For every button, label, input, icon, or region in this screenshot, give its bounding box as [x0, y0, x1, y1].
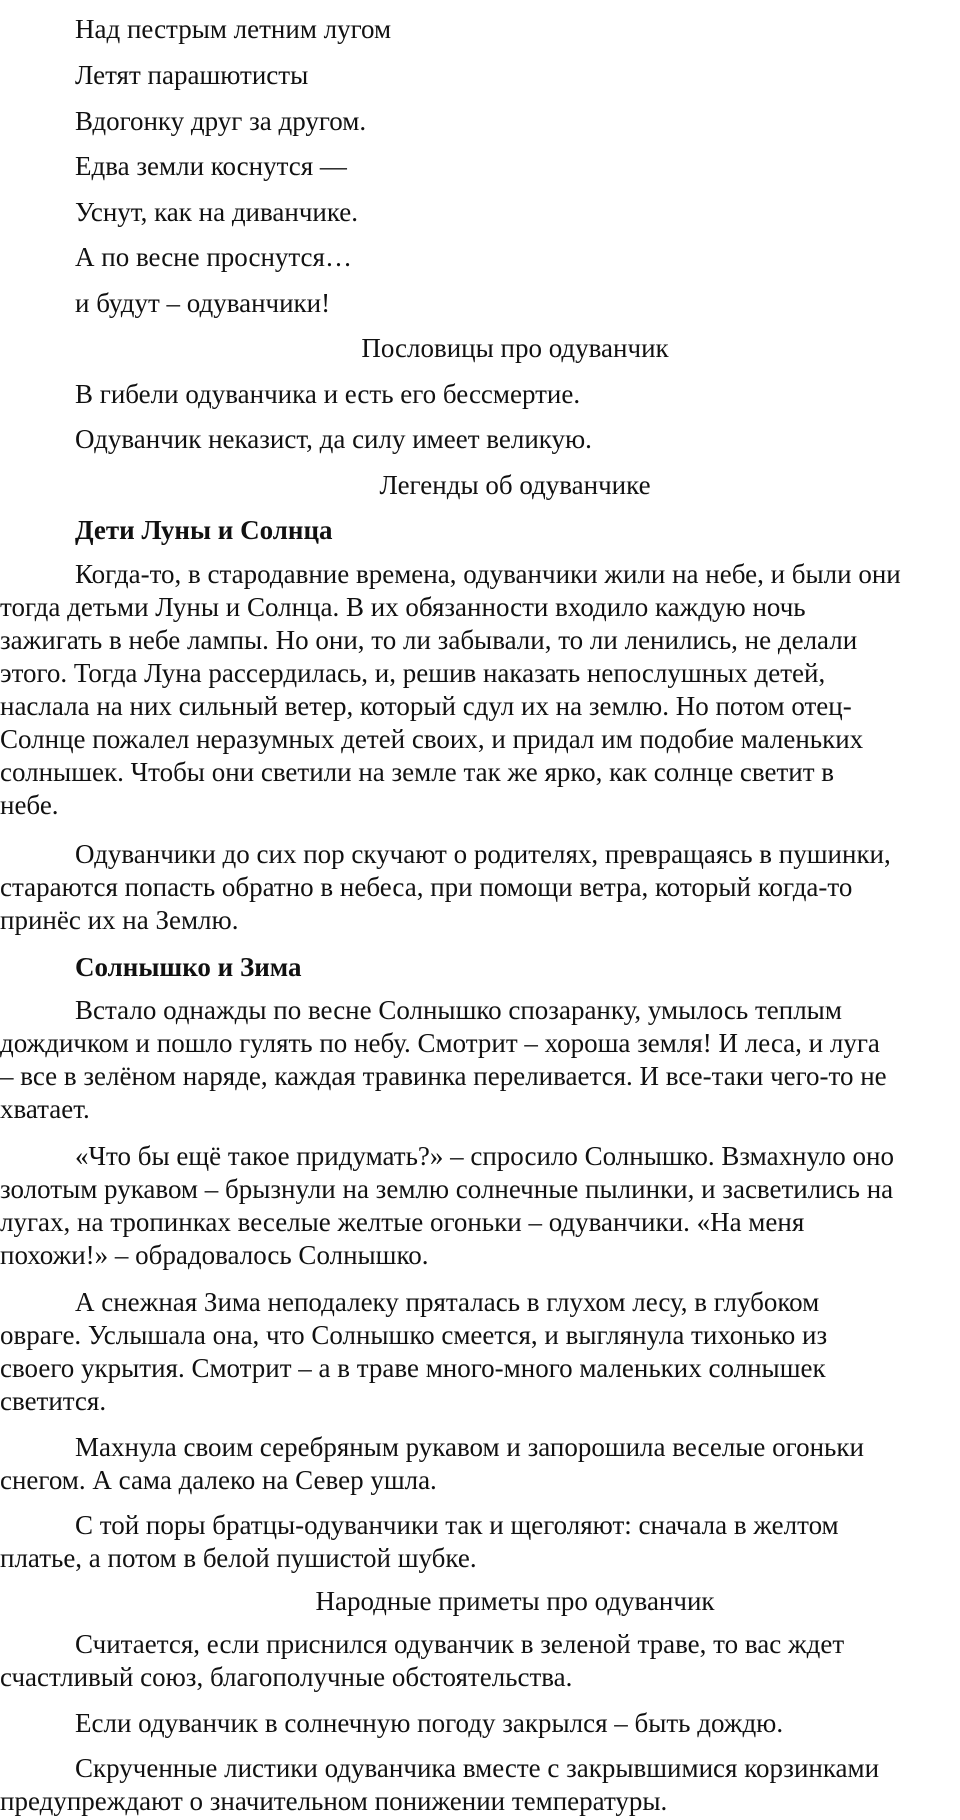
paragraph: [0, 838, 960, 937]
paragraph-line: Одуванчики до сих пор скучают о родителях, превращаясь в пушинки,: [75, 839, 891, 869]
paragraph-line: похожи!» – обрадовалось Солнышко.: [0, 1240, 429, 1270]
paragraph-line: снегом. А сама далеко на Север ушла.: [0, 1465, 437, 1495]
paragraph-line: платье, а потом в белой пушистой шубке.: [0, 1543, 477, 1573]
poem-line: Над пестрым летним лугом: [75, 14, 392, 44]
poem-line: Едва земли коснутся —: [75, 151, 347, 181]
paragraph-line: А снежная Зима неподалеку пряталась в глухом лесу, в глубоком: [75, 1287, 820, 1317]
poem-line: Уснут, как на диванчике.: [75, 197, 359, 227]
paragraph: [0, 1431, 960, 1497]
paragraph: [0, 1628, 960, 1694]
paragraph-line: счастливый союз, благополучные обстоятельства.: [0, 1662, 573, 1692]
paragraph-line: небе.: [0, 790, 59, 820]
section-heading-signs: Народные приметы про одуванчик: [315, 1586, 715, 1616]
paragraph-line: наслала на них сильный ветер, который сдул их на землю. Но потом отец-: [0, 691, 852, 721]
section-heading-proverbs: Пословицы про одуванчик: [361, 333, 669, 363]
paragraph-line: Махнула своим серебряным рукавом и запорошила веселые огоньки: [75, 1432, 864, 1462]
paragraph: [0, 1286, 960, 1418]
poem-line: А по весне проснутся…: [75, 242, 352, 272]
paragraph: [0, 1707, 960, 1740]
paragraph-line: – все в зелёном наряде, каждая травинка переливается. И все-таки чего-то не: [0, 1061, 887, 1091]
poem-line: Вдогонку друг за другом.: [75, 106, 367, 136]
paragraph: [0, 558, 960, 822]
section-heading-legends: Легенды об одуванчике: [379, 470, 651, 500]
paragraph: [0, 994, 960, 1126]
paragraph-line: стараются попасть обратно в небеса, при помощи ветра, который когда-то: [0, 872, 853, 902]
paragraph-line: С той поры братцы-одуванчики так и щеголяют: сначала в желтом: [75, 1510, 839, 1540]
paragraph-line: предупреждают о значительном понижении температуры.: [0, 1786, 668, 1816]
proverb-item: В гибели одуванчика и есть его бессмертие.: [75, 379, 581, 409]
paragraph-line: «Что бы ещё такое придумать?» – спросило Солнышко. Взмахнуло оно: [75, 1141, 894, 1171]
paragraph-line: дождичком и пошло гулять по небу. Смотрит – хороша земля! И леса, и луга: [0, 1028, 880, 1058]
paragraph-line: Считается, если приснился одуванчик в зеленой траве, то вас ждет: [75, 1629, 845, 1659]
proverb-item: Одуванчик неказист, да силу имеет великую.: [75, 424, 592, 454]
paragraph: [0, 1140, 960, 1272]
paragraph-line: хватает.: [0, 1094, 90, 1124]
paragraph-line: Солнце пожалел неразумных детей своих, и придал им подобие маленьких: [0, 724, 864, 754]
paragraph-line: лугах, на тропинках веселые желтые огоньки – одуванчики. «На меня: [0, 1207, 805, 1237]
paragraph-line: принёс их на Землю.: [0, 905, 239, 935]
paragraph-line: этого. Тогда Луна рассердилась, и, решив наказать непослушных детей,: [0, 658, 826, 688]
paragraph-line: светится.: [0, 1386, 107, 1416]
paragraph: [0, 1752, 960, 1818]
paragraph-line: Скрученные листики одуванчика вместе с закрывшимися корзинками: [75, 1753, 880, 1783]
paragraph-line: зажигать в небе лампы. Но они, то ли забывали, то ли ленились, не делали: [0, 625, 858, 655]
paragraph-line: Если одуванчик в солнечную погоду закрылся – быть дождю.: [75, 1708, 784, 1738]
paragraph-line: Когда-то, в стародавние времена, одуванчики жили на небе, и были они: [75, 559, 901, 589]
paragraph-line: золотым рукавом – брызнули на землю солнечные пылинки, и засветились на: [0, 1174, 894, 1204]
paragraph-line: тогда детьми Луны и Солнца. В их обязанности входило каждую ночь: [0, 592, 806, 622]
paragraph: [0, 1509, 960, 1575]
legend-title: Дети Луны и Солнца: [75, 515, 333, 545]
paragraph-line: овраге. Услышала она, что Солнышко смеется, и выглянула тихонько из: [0, 1320, 828, 1350]
poem-line: и будут – одуванчики!: [75, 288, 331, 318]
paragraph-line: солнышек. Чтобы они светили на земле так же ярко, как солнце светит в: [0, 757, 835, 787]
poem-line: Летят парашютисты: [75, 60, 309, 90]
legend-title: Солнышко и Зима: [75, 952, 302, 982]
paragraph-line: своего укрытия. Смотрит – а в траве много-много маленьких солнышек: [0, 1353, 826, 1383]
paragraph-line: Встало однажды по весне Солнышко спозаранку, умылось теплым: [75, 995, 842, 1025]
